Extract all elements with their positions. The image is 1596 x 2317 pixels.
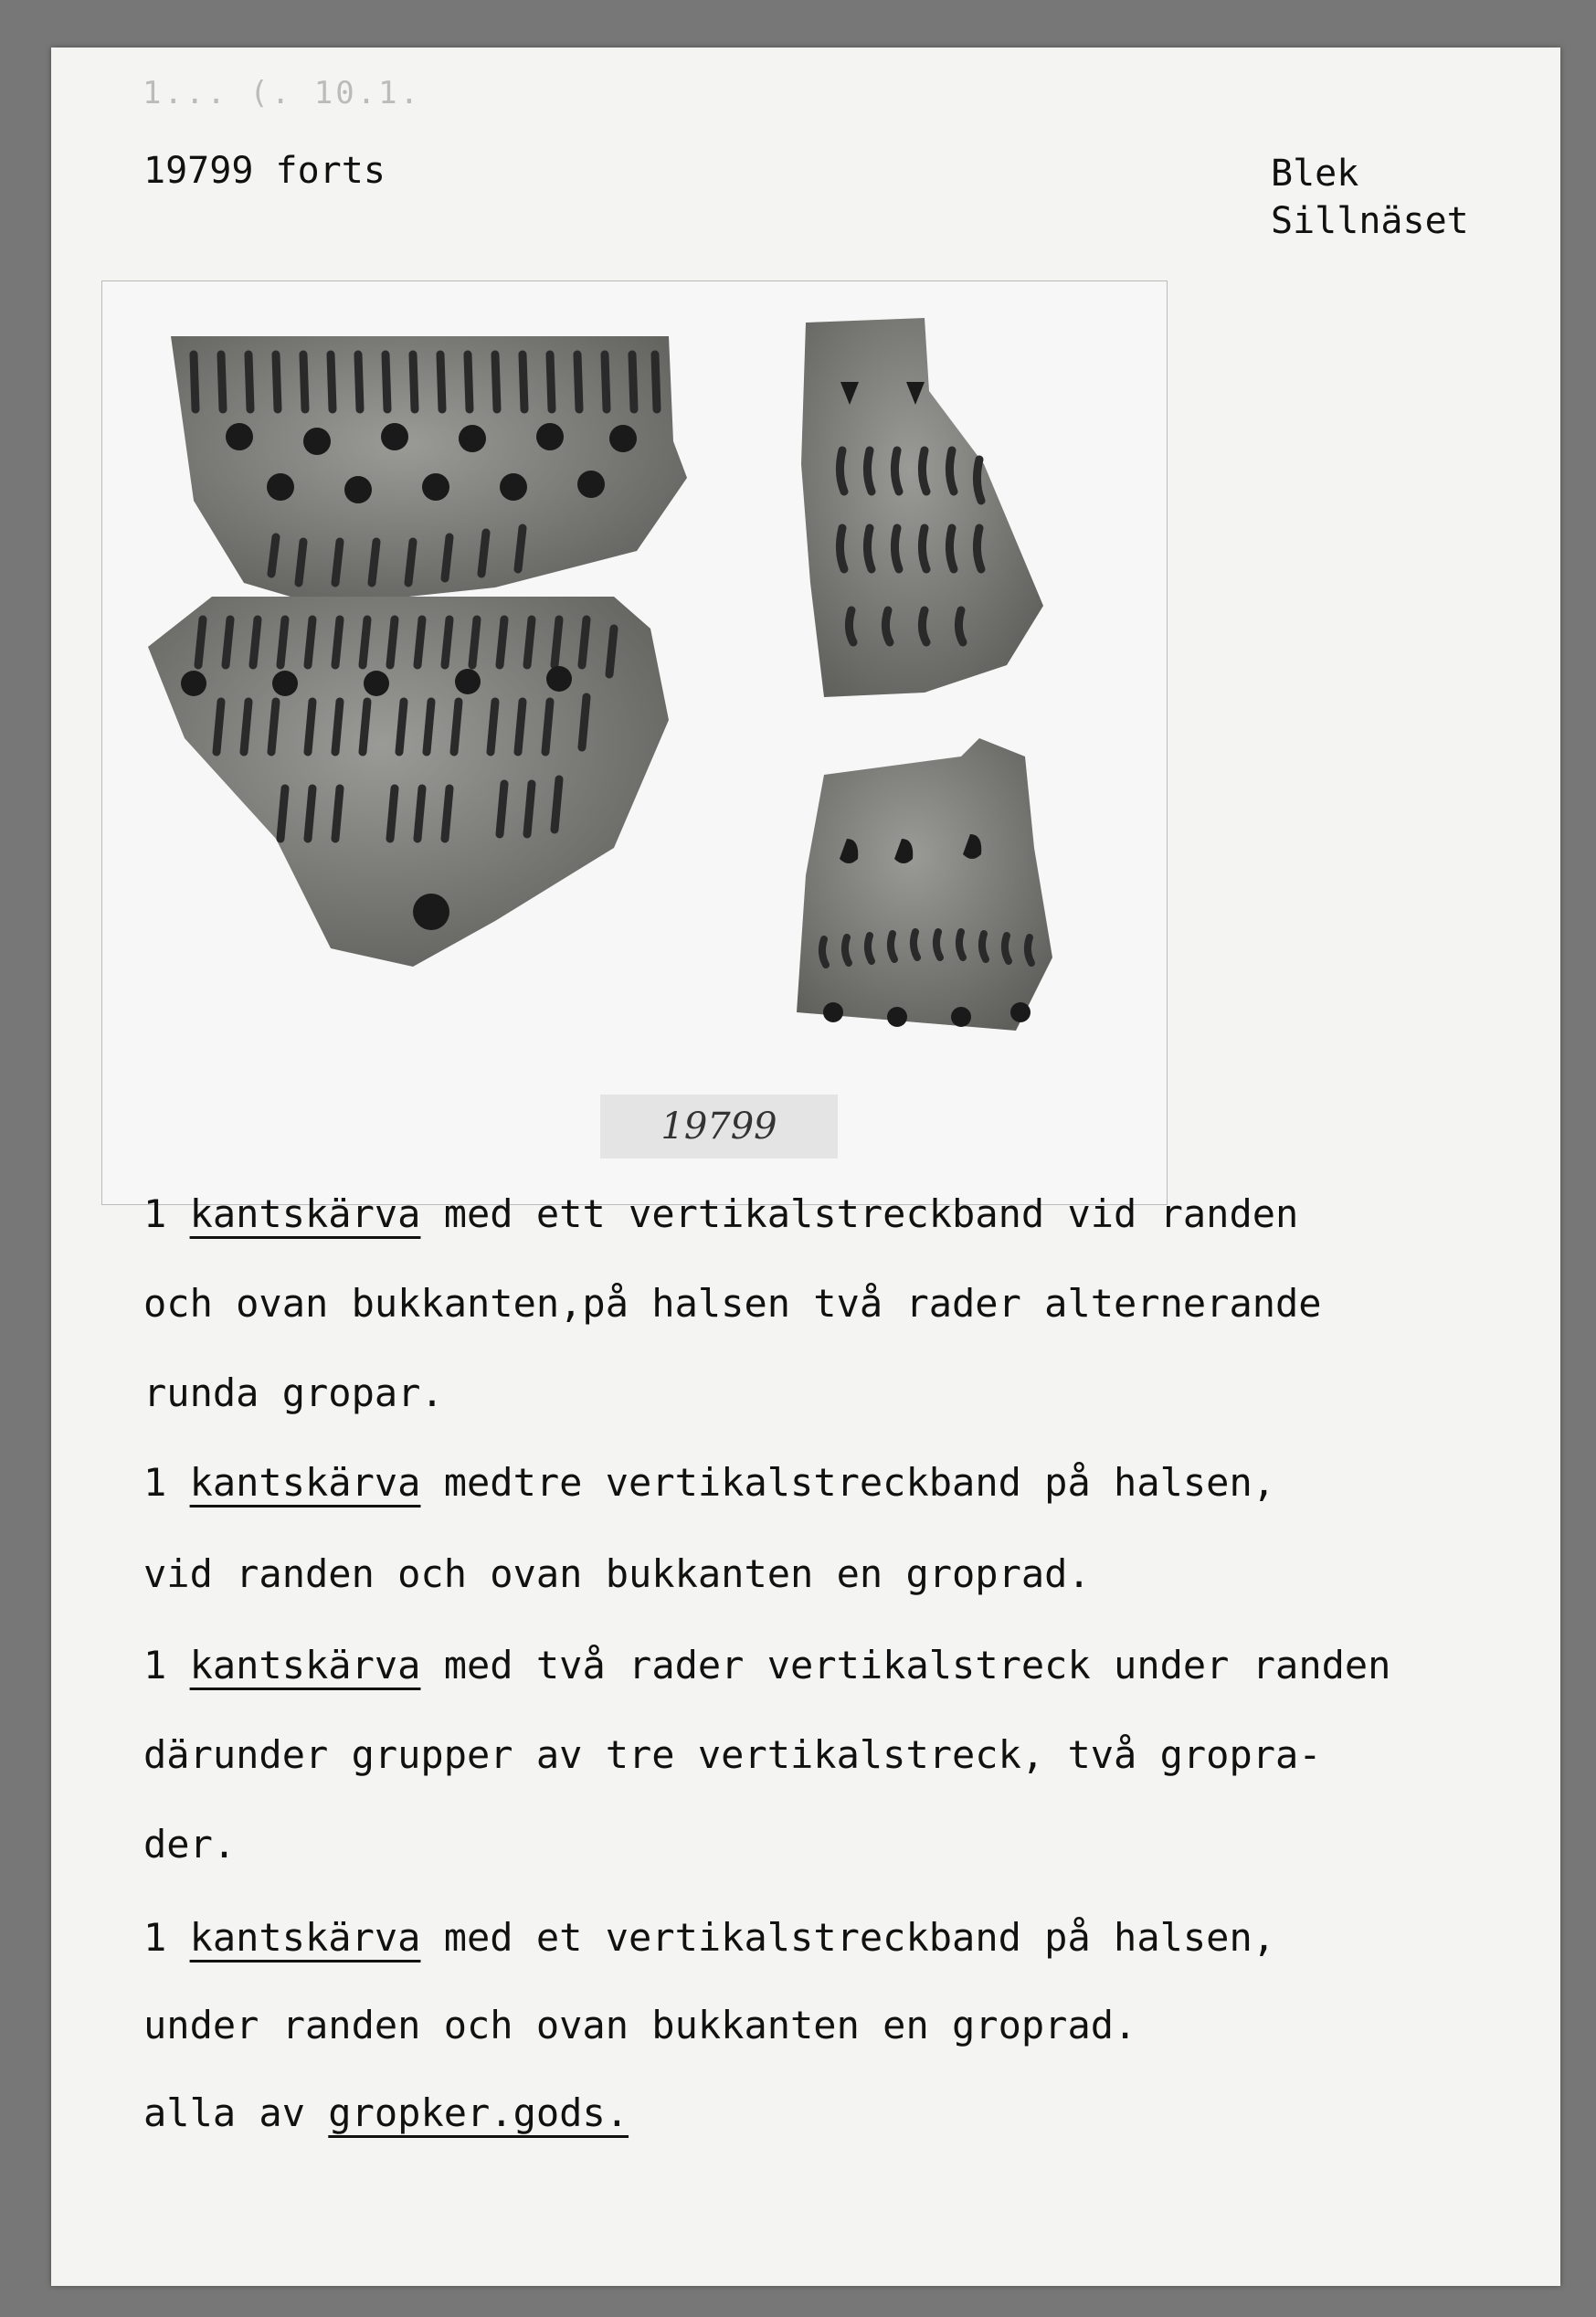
- entry-2-line-2: vid randen och ovan bukkanten en groprad.: [143, 1551, 1091, 1596]
- catalog-card: [51, 48, 1560, 2286]
- entry-4-line-2: under randen och ovan bukkanten en groprad.: [143, 2003, 1137, 2047]
- entry-3-line-3: der.: [143, 1822, 237, 1867]
- entry-2-line-1: 1 kantskärva medtre vertikalstreckband på halsen,: [143, 1460, 1276, 1505]
- footer-line: alla av gropker.gods.: [143, 2090, 629, 2135]
- fragment-1: [171, 336, 687, 606]
- fragment-3: [148, 597, 669, 967]
- faint-header: 1... (. 10.1.: [143, 75, 422, 111]
- region: Blek: [1271, 153, 1359, 195]
- location: [1271, 150, 1469, 245]
- entry-3-line-2: därunder grupper av tre vertikalstreck, två gropra-: [143, 1732, 1322, 1777]
- fragment-2: [801, 318, 1043, 697]
- artifact-photo: [101, 280, 1168, 1205]
- entry-3-line-1: 1 kantskärva med två rader vertikalstreck under randen: [143, 1643, 1391, 1687]
- entry-1-line-1: 1 kantskärva med ett vertikalstreckband vid randen: [143, 1191, 1299, 1236]
- entry-1-line-2: och ovan bukkanten,på halsen två rader alternerande: [143, 1281, 1322, 1326]
- pottery-fragments-illustration: [102, 281, 1167, 1204]
- site: Sillnäset: [1271, 200, 1469, 242]
- photo-label: 19799: [600, 1095, 838, 1158]
- catalog-number: 19799 forts: [143, 150, 386, 192]
- fragment-4: [797, 738, 1052, 1031]
- entry-1-line-3: runda gropar.: [143, 1370, 444, 1415]
- entry-4-line-1: 1 kantskärva med et vertikalstreckband på halsen,: [143, 1915, 1276, 1960]
